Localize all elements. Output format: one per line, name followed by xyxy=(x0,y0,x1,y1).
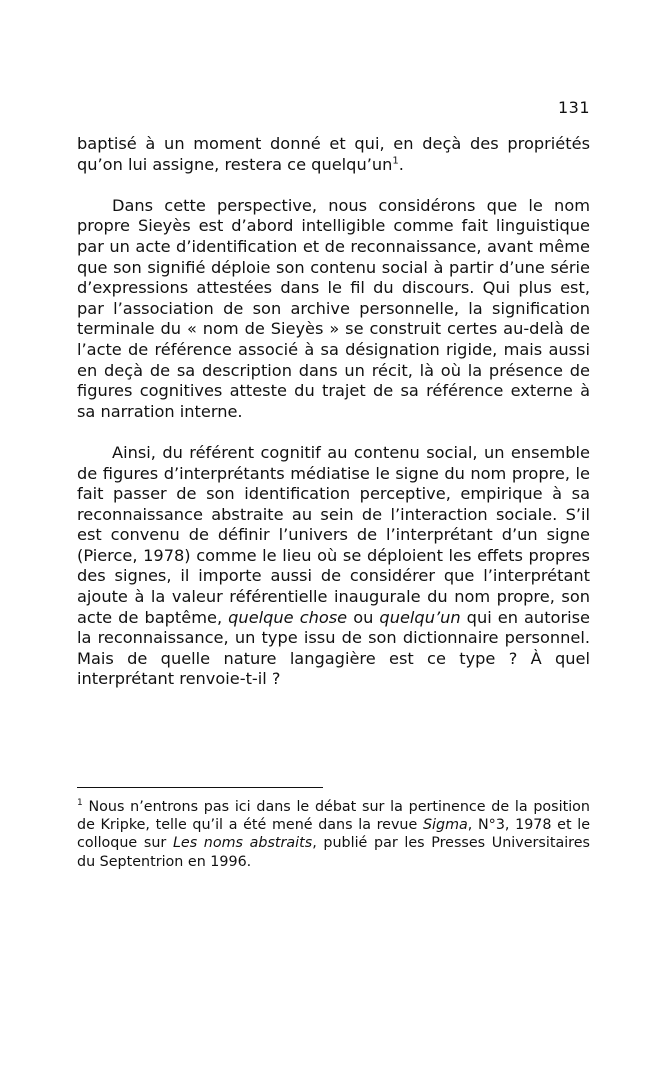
italic-phrase: quelqu’un xyxy=(379,607,461,627)
footnote-text: , publié par les Presses Universitaires du Septentrion en 1996. xyxy=(77,835,590,870)
colloquium-title: Les noms abstraits xyxy=(172,835,313,852)
italic-phrase: quelque chose xyxy=(228,607,348,627)
footnote-separator xyxy=(77,787,323,788)
footnote-marker: 1 xyxy=(77,798,83,809)
paragraph-text: Ainsi, du référent cognitif au contenu social, un ensemble de figures d’interprétants médiatise le signe du nom propre, le fait passer de son identification perceptive, empirique à sa reconnaissance abstraite au sein de l’interaction sociale. S’il est convenu de définir l’univers de l’interprétant d’un signe (Pierce, 1978) comme le lieu où se déploient les effets propres des signes, il importe aussi de considérer que l’interprétant ajoute à la valeur référentielle inaugurale du nom propre, son acte de baptême, xyxy=(77,442,590,627)
footnote-reference: 1 xyxy=(392,155,399,167)
paragraph-text: qui en autorise la reconnaissance, un type issu de son dictionnaire personnel. Mais de quelle nature langagière est ce type ? À quel interprétant renvoie-t-il ? xyxy=(77,607,590,689)
footnote-text: , N°3, 1978 et le colloque sur xyxy=(77,817,590,852)
paragraph-text: baptisé à un moment donné et qui, en deçà des propriétés qu’on lui assigne, restera ce quelqu’un xyxy=(77,134,590,174)
paragraph-continued xyxy=(77,134,590,175)
footnote xyxy=(77,798,590,871)
paragraph-ainsi xyxy=(77,443,590,690)
footnote-text: Nous n’entrons pas ici dans le débat sur la pertinence de la position de Kripke, telle qu’il a été mené dans la revue xyxy=(77,799,590,834)
journal-title: Sigma xyxy=(422,817,468,834)
paragraph-perspective: Dans cette perspective, nous considérons que le nom propre Sieyès est d’abord intelligible comme fait linguistique par un acte d’identification et de reconnaissance, avant même que son signifié déploie son contenu social à partir d’une série d’expressions attestées dans le fil du discours. Qui plus est, par l’association de son archive personnelle, la signification terminale du « nom de Sieyès » se construit certes au-delà de l’acte de référence associé à sa désignation rigide, mais aussi en deçà de sa description dans un récit, là où la présence de figures cognitives atteste du trajet de sa référence externe à sa narration interne. xyxy=(77,195,590,421)
body-text xyxy=(77,134,590,690)
paragraph-text-end: . xyxy=(398,154,404,174)
paragraph-text: ou xyxy=(347,607,380,627)
page-number: 131 xyxy=(557,98,590,117)
